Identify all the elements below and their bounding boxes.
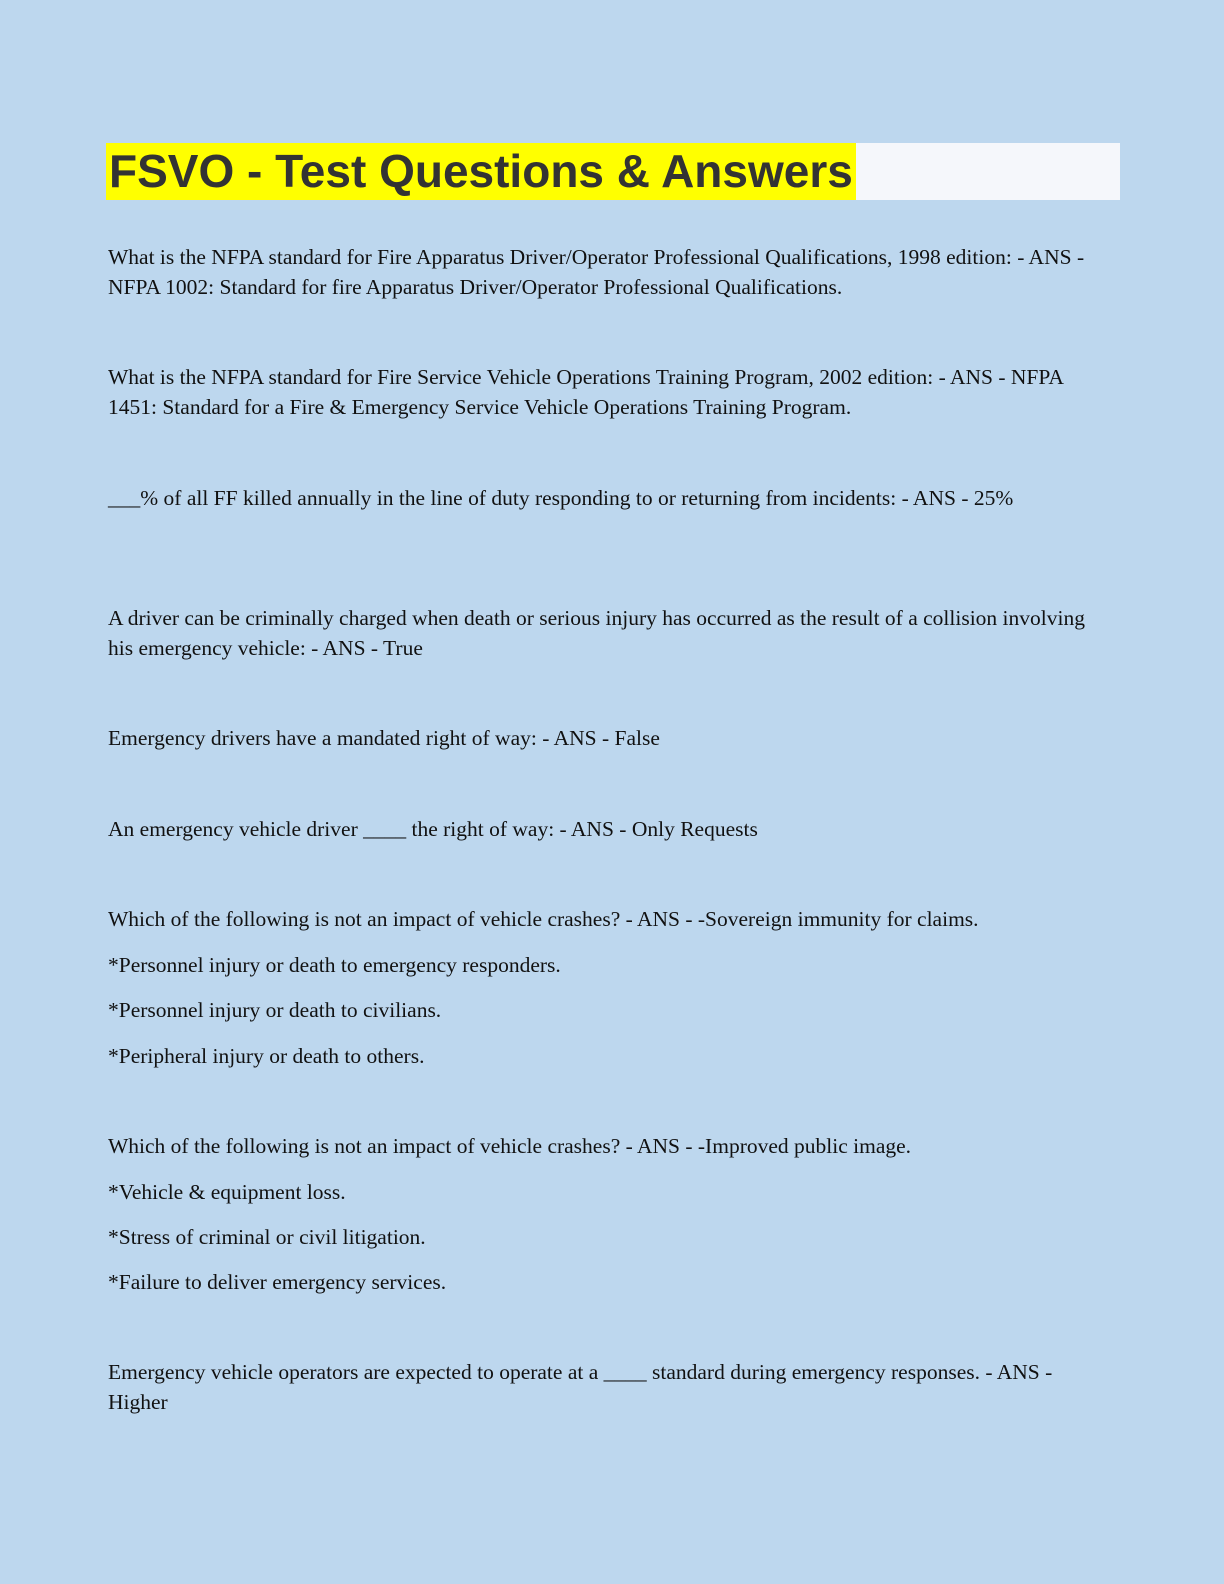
qa-entry-8-option-1: *Vehicle & equipment loss. <box>108 1180 346 1204</box>
qa-entry-8: Which of the following is not an impact of vehicle crashes? - ANS - -Improved public image. <box>108 1134 912 1158</box>
qa-entry-3: ___% of all FF killed annually in the line of duty responding to or returning from incidents: - ANS - 25% <box>108 486 1014 510</box>
qa-entry-7-option-2: *Personnel injury or death to civilians. <box>108 998 442 1022</box>
qa-entry-7: Which of the following is not an impact of vehicle crashes? - ANS - -Sovereign immunity for claims. <box>108 907 979 931</box>
qa-entry-8-option-2: *Stress of criminal or civil litigation. <box>108 1225 426 1249</box>
document-title: FSVO - Test Questions & Answers <box>106 143 856 200</box>
qa-entry-5: Emergency drivers have a mandated right of way: - ANS - False <box>108 726 660 750</box>
qa-entry-9: Emergency vehicle operators are expected to operate at a ____ standard during emergency responses. - ANS - Higher <box>108 1360 1053 1414</box>
qa-entry-6: An emergency vehicle driver ____ the right of way: - ANS - Only Requests <box>108 817 758 841</box>
qa-entry-8-option-3: *Failure to deliver emergency services. <box>108 1270 447 1294</box>
qa-entry-7-option-3: *Peripheral injury or death to others. <box>108 1044 425 1068</box>
qa-entry-4: A driver can be criminally charged when death or serious injury has occurred as the result of a collision involving his emergency vehicle: - ANS - True <box>108 606 1085 660</box>
qa-entry-2: What is the NFPA standard for Fire Service Vehicle Operations Training Program, 2002 edition: - ANS - NFPA 1451: Standard for a Fire & Emergency Service Vehicle Operations Training Program. <box>108 365 1063 419</box>
qa-entry-1: What is the NFPA standard for Fire Apparatus Driver/Operator Professional Qualifications, 1998 edition: - ANS - NFPA 1002: Standard for fire Apparatus Driver/Operator Professional Qualifications. <box>108 245 1085 299</box>
qa-entry-7-option-1: *Personnel injury or death to emergency responders. <box>108 953 561 977</box>
